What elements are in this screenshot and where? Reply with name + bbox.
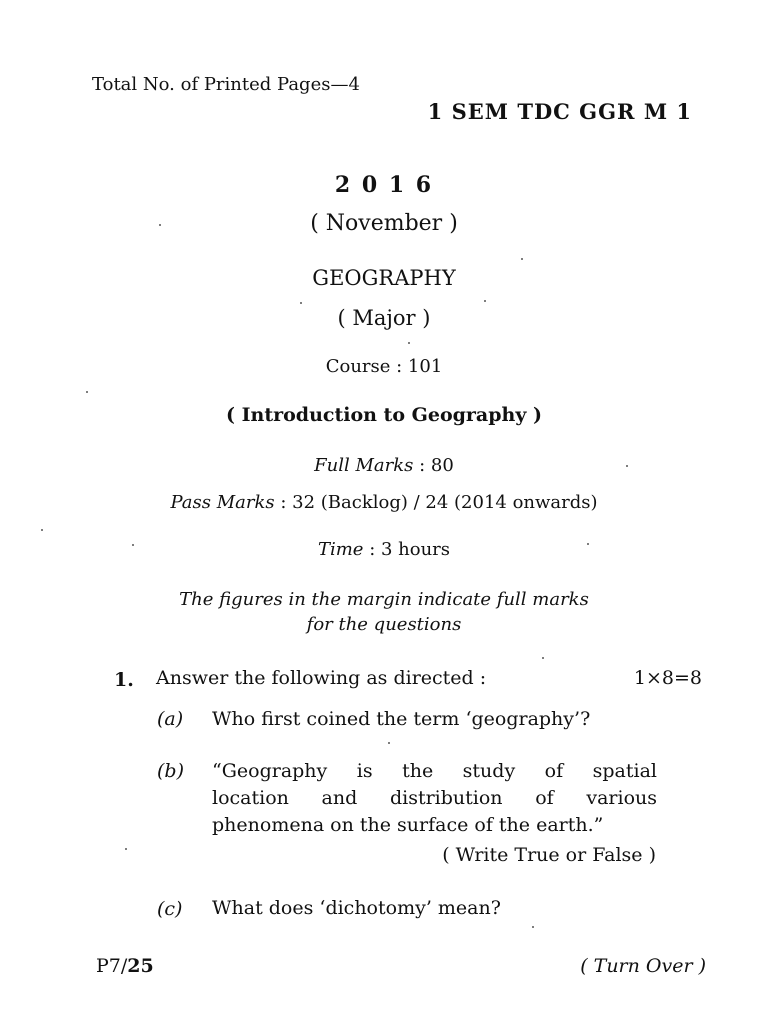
part-b-line-3: phenomena on the surface of the earth.” — [212, 814, 604, 836]
question-prompt: Answer the following as directed : — [156, 667, 487, 689]
part-b-label: (b) — [157, 760, 184, 782]
full-marks-label: Full Marks — [314, 455, 414, 476]
serial-suffix: 25 — [127, 955, 154, 977]
scan-speck — [388, 742, 390, 744]
time-label: Time — [317, 539, 364, 560]
part-a-label: (a) — [157, 708, 184, 730]
scan-speck — [587, 543, 589, 545]
serial-prefix: P7/ — [96, 955, 128, 977]
scan-speck — [484, 300, 486, 302]
paper-serial-code — [96, 955, 154, 977]
scan-speck — [408, 342, 410, 344]
subject-type: ( Major ) — [337, 306, 431, 330]
part-b-note: ( Write True or False ) — [442, 844, 656, 866]
scan-speck — [159, 224, 161, 226]
paper-code: 1 SEM TDC GGR M 1 — [427, 99, 692, 124]
scan-speck — [626, 465, 628, 467]
scan-speck — [300, 302, 302, 304]
full-marks — [0, 455, 768, 476]
scan-speck — [86, 391, 88, 393]
exam-month: ( November ) — [310, 211, 458, 236]
time-value: : 3 hours — [369, 539, 451, 560]
scan-speck — [125, 848, 127, 850]
part-c-text: What does ‘dichotomy’ mean? — [212, 897, 501, 919]
total-printed-pages: Total No. of Printed Pages—4 — [92, 74, 360, 95]
instruction-line-1: The figures in the margin indicate full marks — [179, 589, 589, 610]
scan-speck — [542, 657, 544, 659]
scan-speck — [132, 544, 134, 546]
question-number: 1. — [114, 669, 134, 691]
part-b-line-2: location and distribution of various — [212, 787, 657, 809]
course-title: ( Introduction to Geography ) — [226, 404, 542, 426]
question-marks: 1×8=8 — [633, 667, 702, 689]
scan-speck — [521, 258, 523, 260]
exam-time — [0, 539, 768, 560]
pass-marks-label: Pass Marks — [170, 492, 275, 513]
subject-title: GEOGRAPHY — [312, 266, 456, 290]
pass-marks — [0, 492, 768, 513]
exam-year: 2 0 1 6 — [334, 172, 434, 198]
scan-speck — [41, 529, 43, 531]
turn-over: ( Turn Over ) — [580, 955, 706, 977]
part-b-line-1: “Geography is the study of spatial — [212, 760, 657, 782]
part-c-label: (c) — [157, 898, 183, 920]
scan-speck — [532, 926, 534, 928]
course-number: Course : 101 — [325, 356, 443, 377]
instruction-line-2: for the questions — [306, 614, 462, 635]
part-a-text: Who first coined the term ‘geography’? — [212, 708, 591, 730]
full-marks-value: : 80 — [419, 455, 454, 476]
pass-marks-value: : 32 (Backlog) / 24 (2014 onwards) — [280, 492, 598, 513]
